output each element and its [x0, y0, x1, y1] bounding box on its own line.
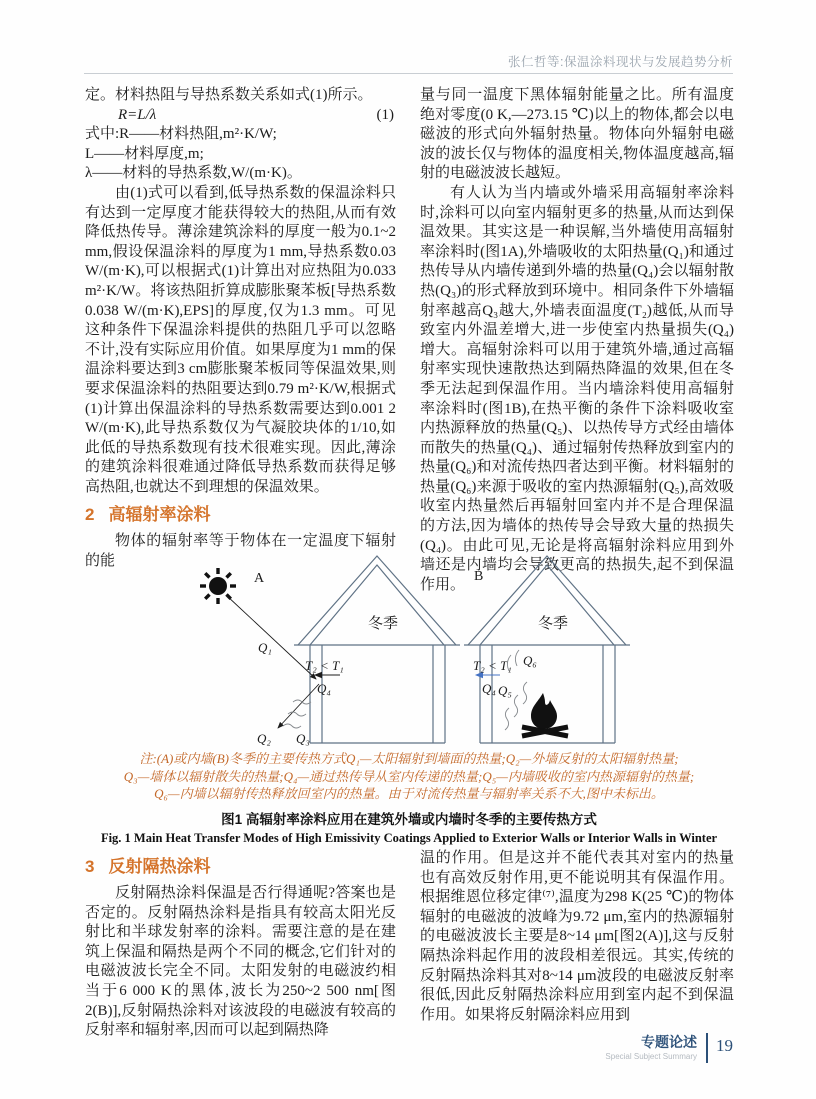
right-column: [420, 86, 734, 595]
footer-section-en: Special Subject Summary: [605, 1052, 697, 1061]
house-b-season-label: 冬季: [538, 616, 569, 632]
footer-section: [555, 1033, 706, 1062]
paragraph: 由(1)式可以看到,低导热系数的保温涂料只有达到一定厚度才能获得较大的热阻,从而有效降低热传导。薄涂建筑涂料的厚度一般为0.1~2 mm,假设保温涂料的厚度为1 mm,导热系数0.03 W/(m·K),可以根据式(1)计算出对应热阻为0.033 m²·K/W。将该热阻折算成膨胀聚苯板[导热系数0.038 W/(m·K),EPS]的厚度,仅为1.3 mm。可见这种条件下保温涂料提供的热阻几乎可以忽略不计,没有实际应用价值。如果厚度为1 mm的保温涂料要达到3 cm膨胀聚苯板同等保温效果,则要求保温涂料的热阻要达到0.79 m²·K/W,根据式(1)计算出保温涂料的导热系数需要达到0.001 2 W/(m·K),此导热系数仅为气凝胶块体的1/10,如此低的导热系数现有技术很难实现。因此,薄涂的建筑涂料很难通过降低导热系数而获得足够高热阻,也就达不到理想的保温效果。: [85, 184, 396, 495]
section-heading-3: [85, 856, 396, 878]
house-b-label: B: [474, 569, 484, 584]
section-title: 反射隔热涂料: [108, 857, 211, 876]
formula-where-line: λ——材料的导热系数,W/(m·K)。: [85, 165, 302, 182]
temp-compare-b: T₂ < T₁: [473, 658, 512, 673]
note-line: Q₃—墙体以辐射散失的热量;Q₄—通过热传导从室内传递的热量;Q₅—内墙吸收的室内热源辐射的热量;: [123, 768, 695, 784]
header-rule: [84, 73, 733, 74]
formula-where-line: 式中:R——材料热阻,m²·K/W;: [85, 126, 277, 143]
house-a-label: A: [254, 571, 265, 586]
q2-label: Q₂: [257, 731, 271, 746]
temp-compare-a: T₂ < T₁: [305, 658, 344, 673]
q4-label-b: Q₄: [482, 681, 496, 696]
figure1-notes: [84, 750, 734, 803]
note-line: 注:(A)或内墙(B)冬季的主要传热方式Q₁—太阳辐射到墙面的热量;Q₂—外墙反射的太阳辐射热量;: [139, 751, 679, 766]
figure1-caption-zh: 图1 高辐射率涂料应用在建筑外墙或内墙时冬季的主要传热方式: [221, 811, 597, 827]
paragraph: 物体的辐射率等于物体在一定温度下辐射的能: [85, 533, 396, 570]
section-number: 3: [85, 857, 95, 876]
formula-number: (1): [376, 106, 394, 123]
paragraph-continued: 定。材料热阻与导热系数关系如式(1)所示。: [85, 87, 373, 103]
q1-label: Q₁: [258, 640, 272, 655]
q3-label: Q₃: [296, 731, 310, 746]
figure1-caption-en: Fig. 1 Main Heat Transfer Modes of High Emissivity Coatings Applied to Exterior Walls or Interior Walls in Winter: [100, 830, 718, 845]
q6-label: Q₆: [523, 653, 537, 668]
figure1-diagram: [130, 552, 710, 748]
figure1: [84, 552, 734, 846]
footer-section-zh: 专题论述: [641, 1034, 697, 1050]
house-a: [294, 556, 460, 743]
note-line: Q₆—内墙以辐射传热释放回室内的热量。由于对流传热量与辐射率关系不大,图中未标出。: [154, 786, 664, 801]
left-column-bottom: [85, 849, 396, 1041]
running-header: 张仁哲等:保温涂料现状与发展趋势分析: [508, 55, 733, 69]
paragraph-continued: 温的作用。但是这并不能代表其对室内的热量也有高效反射作用,更不能说明其有保温作用。根据维恩位移定律⁽⁷⁾,温度为298 K(25 ℃)的物体辐射的电磁波的波峰为9.72 μm,室内的热源辐射的电磁波波长主要是8~14 μm[图2(A)],这与反射隔热涂料起作用的波段相差很远。其实,传统的反射隔热涂料其对8~14 μm波段的电磁波反射率很低,因此反射隔热涂料应用到室内起不到保温作用。如果将反射隔涂料应用到: [420, 850, 734, 1023]
section-heading-2: [85, 504, 396, 526]
q5-label: Q₅: [498, 683, 512, 698]
section-number: 2: [85, 505, 95, 525]
formula-expression: R=L/λ: [118, 106, 157, 123]
paragraph: 反射隔热涂料保温是否行得通呢?答案也是否定的。反射隔热涂料是指具有较高太阳光反射比和半球发射率的涂料。需要注意的是在建筑上保温和隔热是两个不同的概念,它们针对的电磁波波长完全不同。太阳发射的电磁波约相当于6 000 K的黑体,波长为250~2 500 nm[图2(B)],反射隔热涂料对该波段的电磁波有较高的反射率和辐射率,因而可以起到隔热降: [85, 885, 396, 1039]
radiation-waves-a: [283, 700, 311, 728]
right-column-bottom: [420, 849, 734, 1025]
footer: [555, 1033, 733, 1063]
sun-icon: [200, 568, 236, 604]
fire-icon: [522, 693, 568, 736]
formula-line: [118, 106, 396, 126]
paragraph: 有人认为当内墙或外墙采用高辐射率涂料时,涂料可以向室内辐射更多的热量,从而达到保温效果。其实这是一种误解,当外墙使用高辐射率涂料时(图1A),外墙吸收的太阳热量(Q₁)和通过热传导从内墙传递到外墙的热量(Q₄)会以辐射散热(Q₃)的形式释放到环境中。相同条件下外墙辐射率越高Q₃越大,外墙表面温度(T₂)越低,从而导致室内外温差增大,进一步使室内热量损失(Q₄)增大。高辐射涂料可以用于建筑外墙,通过高辐射率实现快速散热达到隔热降温的效果,但在冬季无法起到保温作用。当内墙涂料使用高辐射率涂料时(图1B),在热平衡的条件下涂料吸收室内热源释放的热量(Q₅)、以热传导方式经由墙体而散失的热量(Q₄)、通过辐射传热释放到室内的热量(Q₆)和对流传热四者达到平衡。材料辐射的热量(Q₆)来源于吸收的室内热源辐射(Q₅),高效吸收室内热量然后再辐射回室内并不是合理保温的方法,因为墙体的热传导会导致大量的热损失(Q₄)。由此可见,无论是将高辐射涂料应用到外墙还是内墙均会导致更高的热损失,起不到保温作用。: [420, 184, 734, 593]
page-number: 19: [716, 1036, 733, 1055]
left-column: [85, 86, 396, 572]
paragraph-continued: 量与同一温度下黑体辐射能量之比。所有温度绝对零度(0 K,—273.15 ℃)以上的物体,都会以电磁波的形式向外辐射热量。物体向外辐射电磁波的波长仅与物体的温度相关,物体温度越高,辐射的电磁波波长越短。: [420, 87, 734, 182]
q4-label-a: Q₄: [317, 681, 331, 696]
house-a-season-label: 冬季: [368, 616, 399, 632]
section-title: 高辐射率涂料: [108, 505, 211, 525]
formula-where-line: L——材料厚度,m;: [85, 145, 204, 162]
